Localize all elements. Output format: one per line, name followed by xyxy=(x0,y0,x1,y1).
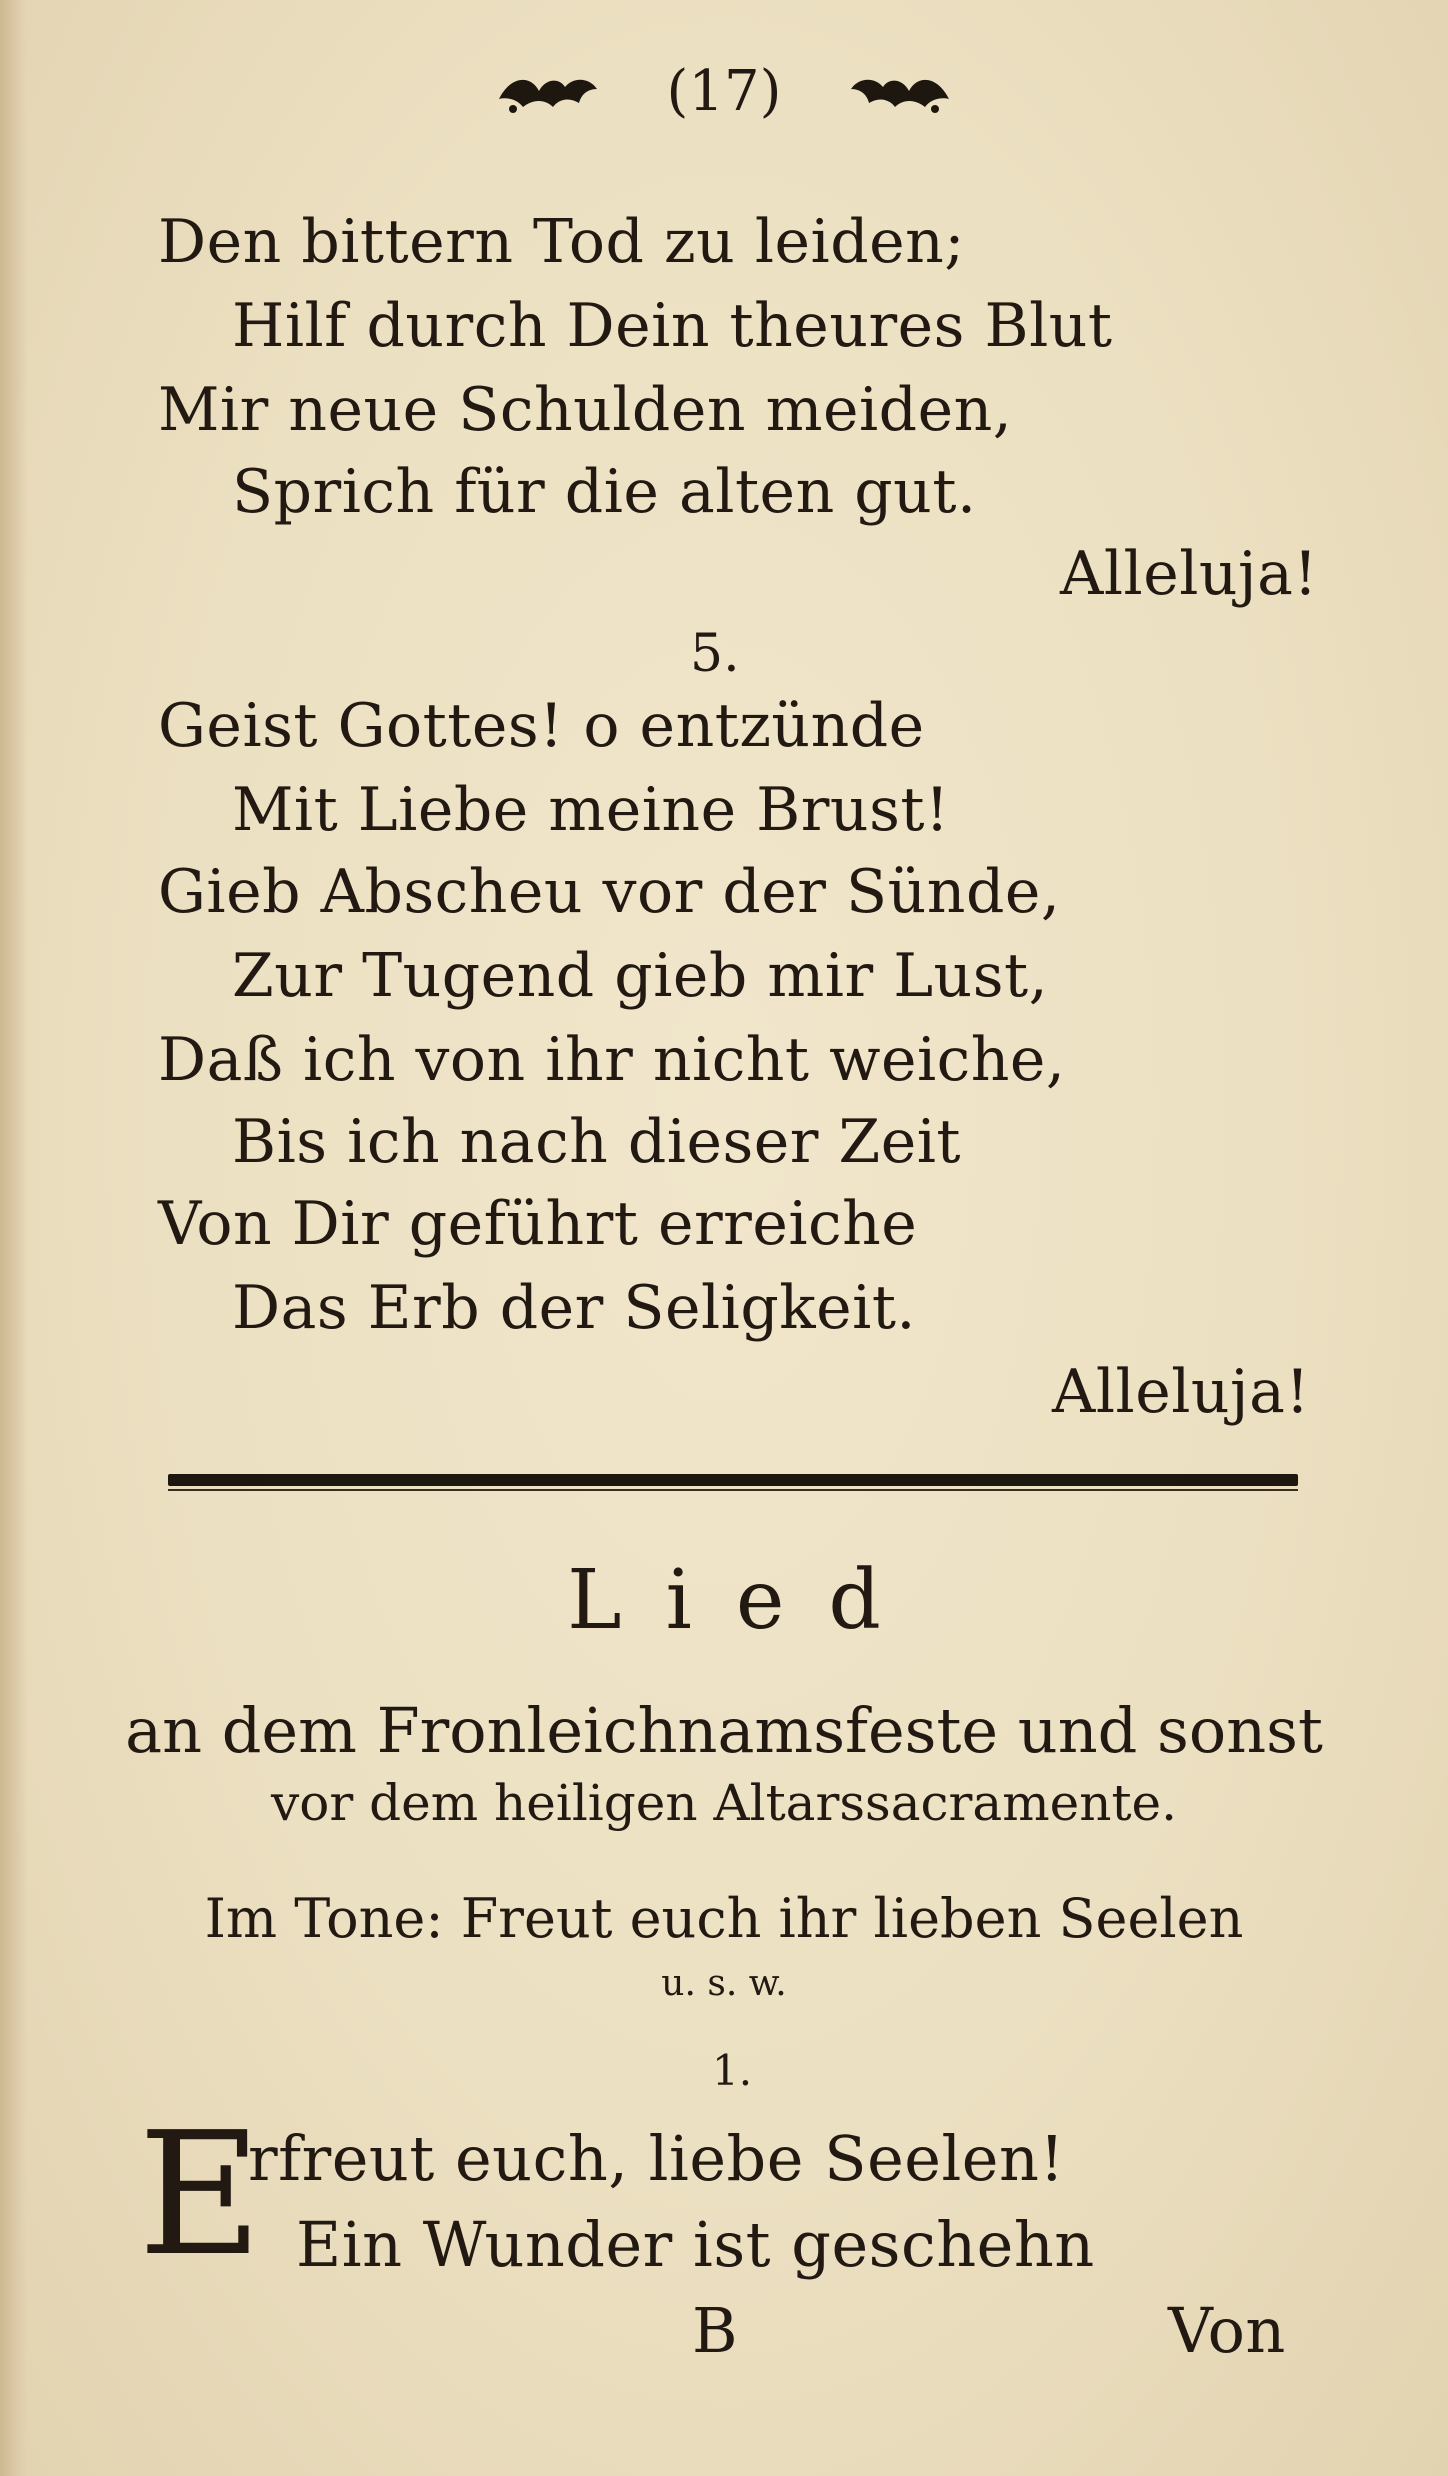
verse-line: Gieb Abscheu vor der Sünde, xyxy=(158,857,1061,927)
drop-cap: E xyxy=(138,2096,263,2294)
verse-line: Den bittern Tod zu leiden; xyxy=(158,207,966,277)
verse-line: Ein Wunder ist geschehn xyxy=(296,2208,1095,2281)
verse-number: 1. xyxy=(712,2046,753,2095)
verse-line: Von Dir geführt erreiche xyxy=(158,1189,918,1259)
tune-indication-abbrev: u. s. w. xyxy=(661,1963,787,2004)
page-header xyxy=(0,58,1448,124)
alleluja-line: Alleluja! xyxy=(1052,1357,1311,1427)
verse-line: Daß ich von ihr nicht weiche, xyxy=(158,1025,1066,1095)
verse-line: Das Erb der Seligkeit. xyxy=(232,1273,917,1343)
verse-line: Mit Liebe meine Brust! xyxy=(232,775,950,845)
page-binding-edge xyxy=(0,0,28,2476)
page-number: (17) xyxy=(666,58,782,124)
section-divider-rule xyxy=(168,1474,1298,1486)
song-title: Lied xyxy=(567,1553,925,1648)
verse-line: Hilf durch Dein theures Blut xyxy=(232,291,1113,361)
song-subtitle: vor dem heiligen Altarssacramente. xyxy=(270,1774,1178,1832)
verse-line: Sprich für die alten gut. xyxy=(232,457,977,527)
catchword: Von xyxy=(1168,2294,1286,2367)
verse-line: Geist Gottes! o entzünde xyxy=(158,691,925,761)
verse-number: 5. xyxy=(690,624,740,684)
verse-line: Bis ich nach dieser Zeit xyxy=(232,1107,962,1177)
fleuron-left-icon xyxy=(493,69,603,115)
verse-line: rfreut euch, liebe Seelen! xyxy=(248,2122,1065,2195)
song-subtitle: an dem Fronleichnamsfeste und sonst xyxy=(125,1694,1323,1767)
alleluja-line: Alleluja! xyxy=(1060,539,1319,609)
tune-indication: Im Tone: Freut euch ihr lieben Seelen xyxy=(204,1887,1244,1950)
verse-line: Zur Tugend gieb mir Lust, xyxy=(232,941,1049,1011)
signature-mark: B xyxy=(692,2294,739,2367)
fleuron-right-icon xyxy=(845,69,955,115)
verse-line: Mir neue Schulden meiden, xyxy=(158,375,1013,445)
